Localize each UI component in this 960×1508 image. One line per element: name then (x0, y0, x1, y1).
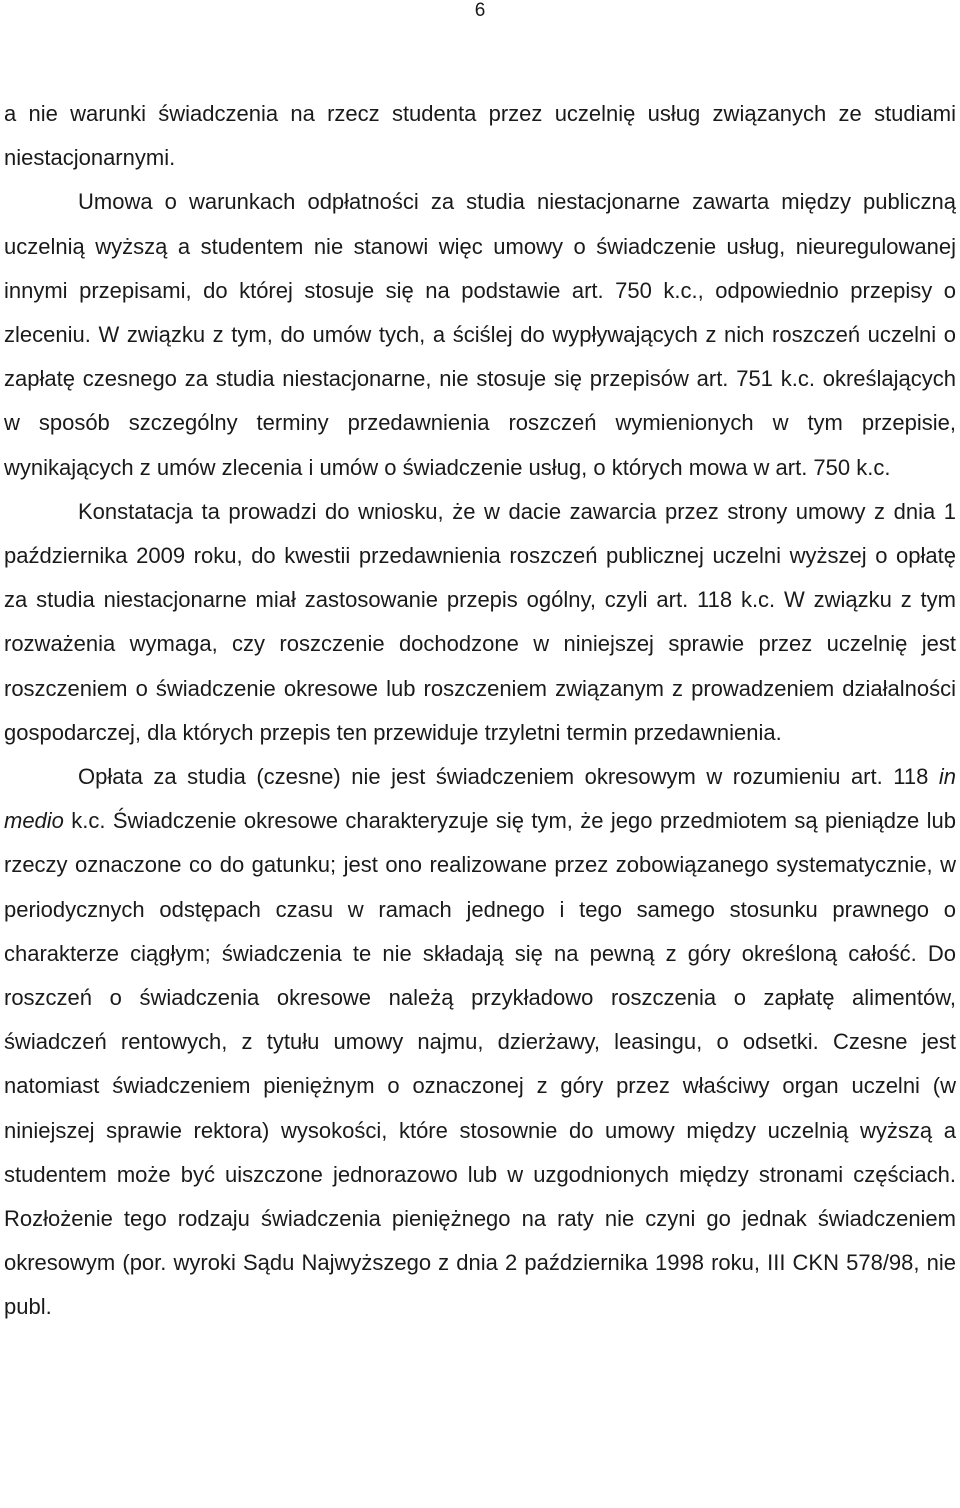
paragraph-3: Konstatacja ta prowadzi do wniosku, że w dacie zawarcia przez strony umowy z dnia 1 października 2009 roku, do kwestii przedawnienia roszczeń publicznej uczelni wyższej o opłatę za studia niestacjonarne miał zastosowanie przepis ogólny, czyli art. 118 k.c. W związku z tym rozważenia wymaga, czy roszczenie dochodzone w niniejszej sprawie przez uczelnię jest roszczeniem o świadczenie okresowe lub roszczeniem związanym z prowadzeniem działalności gospodarczej, dla których przepis ten przewiduje trzyletni termin przedawnienia. (4, 498, 956, 745)
paragraph-1: a nie warunki świadczenia na rzecz studenta przez uczelnię usług związanych ze studiami niestacjonarnymi. (4, 101, 956, 171)
paragraph-4-start: Opłata za studia (czesne) nie jest świadczeniem okresowym w rozumieniu art. 118 (78, 764, 939, 790)
italic-term: in medio (4, 764, 956, 834)
paragraph-4-rest: k.c. Świadczenie okresowe charakteryzuje się tym, że jego przedmiotem są pieniądze lub rzeczy oznaczone co do gatunku; jest ono realizowane przez zobowiązanego systematycznie, w periodycznych odstępach czasu w ramach jednego i tego samego stosunku prawnego o charakterze ciągłym; świadczenia te nie składają się na pewną z góry określoną całość. Do roszczeń o świadczenia okresowe należą przykładowo roszczenia o zapłatę alimentów, świadczeń rentowych, z tytułu umowy najmu, dzierżawy, leasingu, o odsetki. Czesne jest natomiast świadczeniem pieniężnym o oznaczonej z góry przez właściwy organ uczelni (w niniejszej sprawie rektora) wysokości, które stosownie do umowy między uczelnią wyższą a studentem może być uiszczone jednorazowo lub w uzgodnionych między stronami częściach. Rozłożenie tego rodzaju świadczenia pieniężnego na raty nie czyni go jednak świadczeniem okresowym (por. wyroki Sądu Najwyższego z dnia 2 października 1998 roku, III CKN 578/98, nie publ. (4, 808, 956, 1320)
paragraph-2: Umowa o warunkach odpłatności za studia niestacjonarne zawarta między publiczną uczelnią wyższą a studentem nie stanowi więc umowy o świadczenie usług, nieuregulowanej innymi przepisami, do której stosuje się na podstawie art. 750 k.c., odpowiednio przepisy o zleceniu. W związku z tym, do umów tych, a ściślej do wypływających z nich roszczeń uczelni o zapłatę czesnego za studia niestacjonarne, nie stosuje się przepisów art. 751 k.c. określających w sposób szczególny terminy przedawnienia roszczeń wymienionych w tym przepisie, wynikających z umów zlecenia i umów o świadczenie usług, o których mowa w art. 750 k.c. (4, 189, 956, 480)
paragraph-4 (4, 755, 956, 1330)
page-number: 6 (474, 0, 486, 21)
document-body (4, 92, 956, 1330)
